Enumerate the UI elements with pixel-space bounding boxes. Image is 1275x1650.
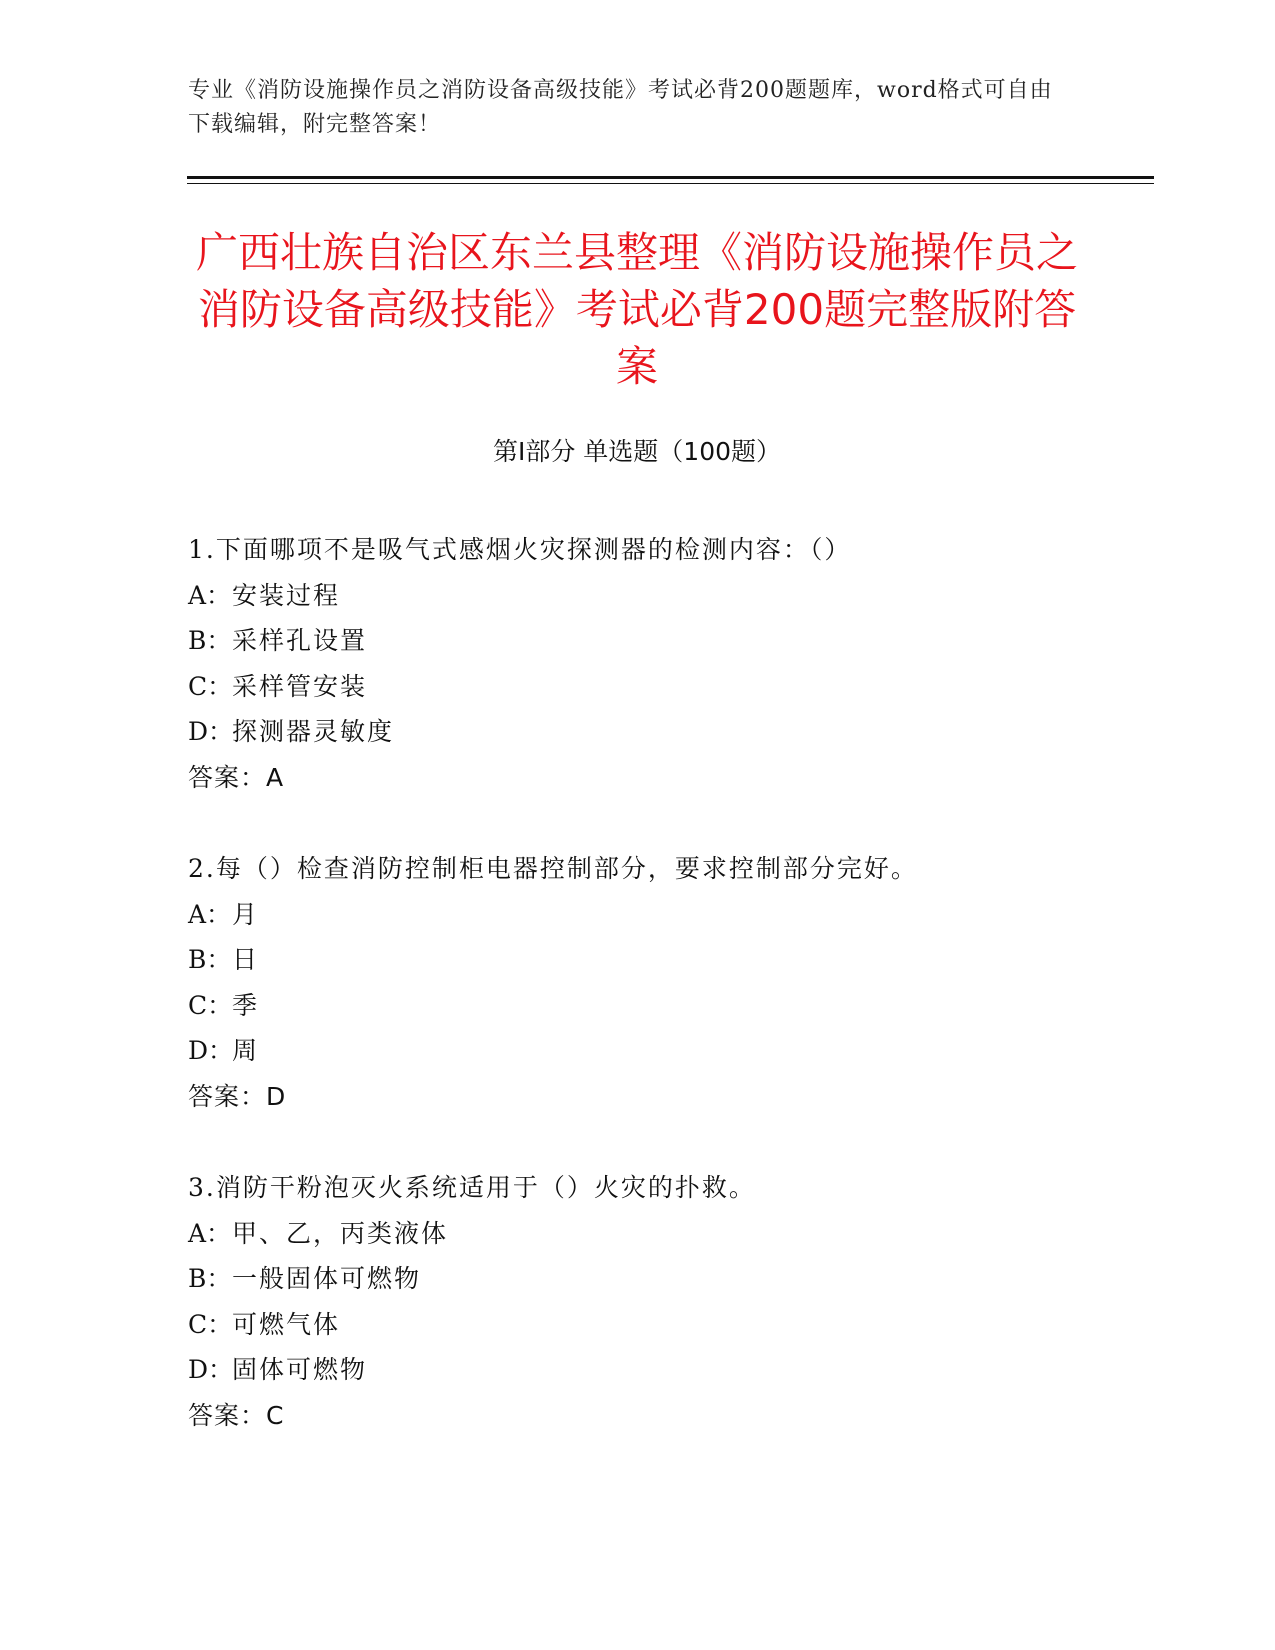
option-text: 周 — [232, 1036, 260, 1065]
option-c — [188, 664, 1148, 710]
option-letter: C： — [188, 1309, 233, 1339]
option-text: 可燃气体 — [232, 1309, 341, 1339]
question-block — [188, 846, 1148, 1119]
option-letter: A： — [188, 580, 232, 610]
option-text: 安装过程 — [232, 580, 341, 610]
question-stem: 2.每（）检查消防控制柜电器控制部分，要求控制部分完好。 — [188, 854, 918, 883]
document-title: 广西壮族自治区东兰县整理《消防设施操作员之消防设备高级技能》考试必背200题完整版附答案 — [195, 228, 1078, 391]
section-heading: 第Ⅰ部分 单选题（100题） — [492, 437, 782, 466]
option-text: 月 — [232, 899, 260, 929]
option-text: 日 — [232, 945, 260, 974]
option-text: 采样孔设置 — [232, 626, 368, 655]
option-letter: A： — [188, 1218, 232, 1248]
header-divider-thin — [187, 183, 1154, 184]
option-d — [188, 1347, 1148, 1393]
option-letter: C： — [188, 671, 233, 701]
option-text: 固体可燃物 — [232, 1355, 368, 1384]
option-text: 一般固体可燃物 — [232, 1264, 422, 1293]
option-letter: C： — [188, 990, 233, 1020]
answer-line: 答案：D — [188, 1081, 287, 1111]
question-stem: 3.消防干粉泡灭火系统适用于（）火灾的扑救。 — [188, 1173, 756, 1202]
option-letter: B： — [188, 1264, 232, 1293]
header-divider-thick — [187, 176, 1154, 179]
option-text: 季 — [232, 990, 260, 1020]
option-letter: D： — [188, 1036, 234, 1065]
header-note: 专业《消防设施操作员之消防设备高级技能》考试必背200题题库，word格式可自由下载编辑，附完整答案！ — [188, 78, 1053, 137]
option-b — [188, 937, 1148, 983]
option-a — [188, 573, 1148, 619]
option-a — [188, 1211, 1148, 1257]
option-letter: D： — [188, 717, 234, 746]
option-c — [188, 983, 1148, 1029]
option-d — [188, 1028, 1148, 1074]
option-a — [188, 892, 1148, 938]
answer-line: 答案：C — [188, 1400, 285, 1430]
option-c — [188, 1302, 1148, 1348]
option-b — [188, 1256, 1148, 1302]
option-letter: D： — [188, 1355, 234, 1384]
option-letter: B： — [188, 945, 232, 974]
option-d — [188, 709, 1148, 755]
option-text: 探测器灵敏度 — [232, 717, 395, 746]
question-block — [188, 1165, 1148, 1438]
option-letter: B： — [188, 626, 232, 655]
option-text: 采样管安装 — [232, 671, 368, 701]
option-letter: A： — [188, 899, 232, 929]
option-b — [188, 618, 1148, 664]
answer-line: 答案：A — [188, 762, 285, 792]
option-text: 甲、乙，丙类液体 — [232, 1218, 449, 1248]
question-stem: 1.下面哪项不是吸气式感烟火灾探测器的检测内容：（） — [188, 535, 852, 564]
question-block — [188, 527, 1148, 800]
